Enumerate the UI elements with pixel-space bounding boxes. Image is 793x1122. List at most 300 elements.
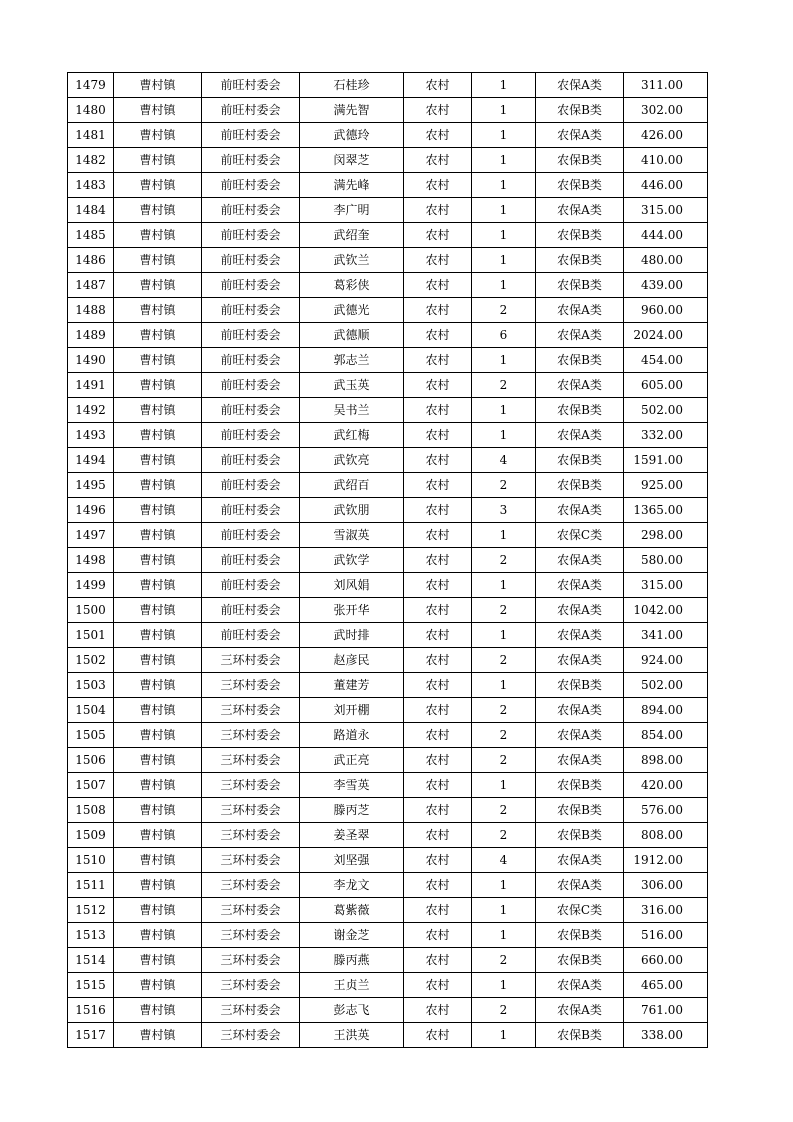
insurance-category-cell: 农保A类 bbox=[536, 848, 624, 873]
person-name-cell: 路道永 bbox=[300, 723, 404, 748]
village-committee-cell: 前旺村委会 bbox=[202, 598, 300, 623]
row-number-cell: 1495 bbox=[68, 473, 114, 498]
insurance-category-cell: 农保A类 bbox=[536, 873, 624, 898]
household-count-cell: 2 bbox=[472, 548, 536, 573]
table-row bbox=[68, 948, 708, 973]
town-cell: 曹村镇 bbox=[114, 448, 202, 473]
village-committee-cell: 前旺村委会 bbox=[202, 248, 300, 273]
table-row bbox=[68, 823, 708, 848]
town-cell: 曹村镇 bbox=[114, 198, 202, 223]
town-cell: 曹村镇 bbox=[114, 573, 202, 598]
row-number-cell: 1510 bbox=[68, 848, 114, 873]
household-count-cell: 2 bbox=[472, 948, 536, 973]
household-count-cell: 1 bbox=[472, 573, 536, 598]
table-row bbox=[68, 348, 708, 373]
town-cell: 曹村镇 bbox=[114, 848, 202, 873]
amount-cell: 808.00 bbox=[624, 823, 708, 848]
person-name-cell: 武红梅 bbox=[300, 423, 404, 448]
table-row bbox=[68, 723, 708, 748]
row-number-cell: 1505 bbox=[68, 723, 114, 748]
household-count-cell: 2 bbox=[472, 298, 536, 323]
amount-cell: 410.00 bbox=[624, 148, 708, 173]
row-number-cell: 1499 bbox=[68, 573, 114, 598]
amount-cell: 306.00 bbox=[624, 873, 708, 898]
insurance-category-cell: 农保A类 bbox=[536, 723, 624, 748]
area-type-cell: 农村 bbox=[404, 523, 472, 548]
town-cell: 曹村镇 bbox=[114, 248, 202, 273]
household-count-cell: 1 bbox=[472, 423, 536, 448]
village-committee-cell: 三环村委会 bbox=[202, 923, 300, 948]
village-committee-cell: 三环村委会 bbox=[202, 873, 300, 898]
row-number-cell: 1491 bbox=[68, 373, 114, 398]
household-count-cell: 2 bbox=[472, 798, 536, 823]
row-number-cell: 1482 bbox=[68, 148, 114, 173]
person-name-cell: 武德顺 bbox=[300, 323, 404, 348]
household-count-cell: 1 bbox=[472, 98, 536, 123]
town-cell: 曹村镇 bbox=[114, 773, 202, 798]
town-cell: 曹村镇 bbox=[114, 998, 202, 1023]
insurance-category-cell: 农保B类 bbox=[536, 673, 624, 698]
area-type-cell: 农村 bbox=[404, 898, 472, 923]
insurance-category-cell: 农保A类 bbox=[536, 373, 624, 398]
row-number-cell: 1514 bbox=[68, 948, 114, 973]
town-cell: 曹村镇 bbox=[114, 523, 202, 548]
amount-cell: 439.00 bbox=[624, 273, 708, 298]
town-cell: 曹村镇 bbox=[114, 923, 202, 948]
person-name-cell: 张开华 bbox=[300, 598, 404, 623]
amount-cell: 316.00 bbox=[624, 898, 708, 923]
village-committee-cell: 前旺村委会 bbox=[202, 73, 300, 98]
area-type-cell: 农村 bbox=[404, 373, 472, 398]
village-committee-cell: 前旺村委会 bbox=[202, 173, 300, 198]
row-number-cell: 1485 bbox=[68, 223, 114, 248]
town-cell: 曹村镇 bbox=[114, 598, 202, 623]
table-row bbox=[68, 923, 708, 948]
insurance-category-cell: 农保B类 bbox=[536, 273, 624, 298]
village-committee-cell: 前旺村委会 bbox=[202, 498, 300, 523]
village-committee-cell: 三环村委会 bbox=[202, 773, 300, 798]
household-count-cell: 1 bbox=[472, 873, 536, 898]
amount-cell: 298.00 bbox=[624, 523, 708, 548]
village-committee-cell: 三环村委会 bbox=[202, 1023, 300, 1048]
insurance-category-cell: 农保B类 bbox=[536, 98, 624, 123]
person-name-cell: 李广明 bbox=[300, 198, 404, 223]
amount-cell: 502.00 bbox=[624, 398, 708, 423]
household-count-cell: 1 bbox=[472, 73, 536, 98]
area-type-cell: 农村 bbox=[404, 723, 472, 748]
person-name-cell: 武正亮 bbox=[300, 748, 404, 773]
amount-cell: 580.00 bbox=[624, 548, 708, 573]
person-name-cell: 武绍奎 bbox=[300, 223, 404, 248]
person-name-cell: 王洪英 bbox=[300, 1023, 404, 1048]
row-number-cell: 1493 bbox=[68, 423, 114, 448]
village-committee-cell: 前旺村委会 bbox=[202, 123, 300, 148]
amount-cell: 480.00 bbox=[624, 248, 708, 273]
household-count-cell: 1 bbox=[472, 198, 536, 223]
table-row bbox=[68, 373, 708, 398]
town-cell: 曹村镇 bbox=[114, 1023, 202, 1048]
amount-cell: 1591.00 bbox=[624, 448, 708, 473]
row-number-cell: 1492 bbox=[68, 398, 114, 423]
table-row bbox=[68, 898, 708, 923]
amount-cell: 761.00 bbox=[624, 998, 708, 1023]
table-row bbox=[68, 473, 708, 498]
town-cell: 曹村镇 bbox=[114, 98, 202, 123]
insurance-category-cell: 农保A类 bbox=[536, 123, 624, 148]
benefit-roster-table bbox=[67, 72, 708, 1048]
insurance-category-cell: 农保B类 bbox=[536, 798, 624, 823]
insurance-category-cell: 农保A类 bbox=[536, 423, 624, 448]
table-row bbox=[68, 398, 708, 423]
table-row bbox=[68, 673, 708, 698]
insurance-category-cell: 农保B类 bbox=[536, 473, 624, 498]
row-number-cell: 1483 bbox=[68, 173, 114, 198]
insurance-category-cell: 农保B类 bbox=[536, 223, 624, 248]
household-count-cell: 1 bbox=[472, 148, 536, 173]
row-number-cell: 1489 bbox=[68, 323, 114, 348]
person-name-cell: 武钦学 bbox=[300, 548, 404, 573]
area-type-cell: 农村 bbox=[404, 923, 472, 948]
town-cell: 曹村镇 bbox=[114, 173, 202, 198]
table-row bbox=[68, 448, 708, 473]
row-number-cell: 1494 bbox=[68, 448, 114, 473]
household-count-cell: 2 bbox=[472, 648, 536, 673]
table-row bbox=[68, 698, 708, 723]
table-row bbox=[68, 548, 708, 573]
area-type-cell: 农村 bbox=[404, 98, 472, 123]
town-cell: 曹村镇 bbox=[114, 823, 202, 848]
village-committee-cell: 三环村委会 bbox=[202, 998, 300, 1023]
village-committee-cell: 前旺村委会 bbox=[202, 98, 300, 123]
insurance-category-cell: 农保B类 bbox=[536, 348, 624, 373]
village-committee-cell: 前旺村委会 bbox=[202, 323, 300, 348]
village-committee-cell: 三环村委会 bbox=[202, 798, 300, 823]
area-type-cell: 农村 bbox=[404, 748, 472, 773]
town-cell: 曹村镇 bbox=[114, 323, 202, 348]
household-count-cell: 1 bbox=[472, 223, 536, 248]
row-number-cell: 1480 bbox=[68, 98, 114, 123]
row-number-cell: 1500 bbox=[68, 598, 114, 623]
table-row bbox=[68, 648, 708, 673]
insurance-category-cell: 农保A类 bbox=[536, 73, 624, 98]
insurance-category-cell: 农保B类 bbox=[536, 773, 624, 798]
area-type-cell: 农村 bbox=[404, 873, 472, 898]
person-name-cell: 满先智 bbox=[300, 98, 404, 123]
row-number-cell: 1497 bbox=[68, 523, 114, 548]
person-name-cell: 滕丙芝 bbox=[300, 798, 404, 823]
row-number-cell: 1506 bbox=[68, 748, 114, 773]
person-name-cell: 吴书兰 bbox=[300, 398, 404, 423]
amount-cell: 960.00 bbox=[624, 298, 708, 323]
row-number-cell: 1513 bbox=[68, 923, 114, 948]
town-cell: 曹村镇 bbox=[114, 548, 202, 573]
town-cell: 曹村镇 bbox=[114, 698, 202, 723]
person-name-cell: 雪淑英 bbox=[300, 523, 404, 548]
area-type-cell: 农村 bbox=[404, 848, 472, 873]
person-name-cell: 葛彩侠 bbox=[300, 273, 404, 298]
area-type-cell: 农村 bbox=[404, 948, 472, 973]
household-count-cell: 2 bbox=[472, 598, 536, 623]
village-committee-cell: 三环村委会 bbox=[202, 698, 300, 723]
village-committee-cell: 三环村委会 bbox=[202, 973, 300, 998]
area-type-cell: 农村 bbox=[404, 973, 472, 998]
household-count-cell: 2 bbox=[472, 823, 536, 848]
household-count-cell: 1 bbox=[472, 623, 536, 648]
row-number-cell: 1508 bbox=[68, 798, 114, 823]
town-cell: 曹村镇 bbox=[114, 623, 202, 648]
village-committee-cell: 前旺村委会 bbox=[202, 548, 300, 573]
village-committee-cell: 三环村委会 bbox=[202, 648, 300, 673]
row-number-cell: 1517 bbox=[68, 1023, 114, 1048]
person-name-cell: 武时排 bbox=[300, 623, 404, 648]
table-row bbox=[68, 848, 708, 873]
town-cell: 曹村镇 bbox=[114, 298, 202, 323]
insurance-category-cell: 农保B类 bbox=[536, 1023, 624, 1048]
household-count-cell: 2 bbox=[472, 373, 536, 398]
row-number-cell: 1511 bbox=[68, 873, 114, 898]
table-row bbox=[68, 748, 708, 773]
area-type-cell: 农村 bbox=[404, 348, 472, 373]
village-committee-cell: 三环村委会 bbox=[202, 823, 300, 848]
village-committee-cell: 三环村委会 bbox=[202, 898, 300, 923]
town-cell: 曹村镇 bbox=[114, 748, 202, 773]
household-count-cell: 2 bbox=[472, 698, 536, 723]
insurance-category-cell: 农保A类 bbox=[536, 573, 624, 598]
area-type-cell: 农村 bbox=[404, 298, 472, 323]
area-type-cell: 农村 bbox=[404, 498, 472, 523]
amount-cell: 2024.00 bbox=[624, 323, 708, 348]
row-number-cell: 1504 bbox=[68, 698, 114, 723]
person-name-cell: 武德玲 bbox=[300, 123, 404, 148]
village-committee-cell: 三环村委会 bbox=[202, 723, 300, 748]
town-cell: 曹村镇 bbox=[114, 223, 202, 248]
insurance-category-cell: 农保A类 bbox=[536, 748, 624, 773]
insurance-category-cell: 农保A类 bbox=[536, 973, 624, 998]
town-cell: 曹村镇 bbox=[114, 73, 202, 98]
town-cell: 曹村镇 bbox=[114, 373, 202, 398]
person-name-cell: 武玉英 bbox=[300, 373, 404, 398]
village-committee-cell: 前旺村委会 bbox=[202, 473, 300, 498]
village-committee-cell: 三环村委会 bbox=[202, 948, 300, 973]
amount-cell: 315.00 bbox=[624, 198, 708, 223]
table-row bbox=[68, 998, 708, 1023]
village-committee-cell: 前旺村委会 bbox=[202, 573, 300, 598]
person-name-cell: 石桂珍 bbox=[300, 73, 404, 98]
row-number-cell: 1488 bbox=[68, 298, 114, 323]
person-name-cell: 董建芳 bbox=[300, 673, 404, 698]
amount-cell: 576.00 bbox=[624, 798, 708, 823]
town-cell: 曹村镇 bbox=[114, 348, 202, 373]
area-type-cell: 农村 bbox=[404, 798, 472, 823]
town-cell: 曹村镇 bbox=[114, 873, 202, 898]
person-name-cell: 刘开棚 bbox=[300, 698, 404, 723]
insurance-category-cell: 农保A类 bbox=[536, 548, 624, 573]
household-count-cell: 2 bbox=[472, 998, 536, 1023]
row-number-cell: 1512 bbox=[68, 898, 114, 923]
row-number-cell: 1487 bbox=[68, 273, 114, 298]
row-number-cell: 1509 bbox=[68, 823, 114, 848]
person-name-cell: 李龙文 bbox=[300, 873, 404, 898]
table-row bbox=[68, 123, 708, 148]
town-cell: 曹村镇 bbox=[114, 423, 202, 448]
table-row bbox=[68, 148, 708, 173]
amount-cell: 341.00 bbox=[624, 623, 708, 648]
person-name-cell: 谢金芝 bbox=[300, 923, 404, 948]
insurance-category-cell: 农保A类 bbox=[536, 598, 624, 623]
row-number-cell: 1486 bbox=[68, 248, 114, 273]
area-type-cell: 农村 bbox=[404, 123, 472, 148]
area-type-cell: 农村 bbox=[404, 148, 472, 173]
village-committee-cell: 前旺村委会 bbox=[202, 198, 300, 223]
table-row bbox=[68, 873, 708, 898]
village-committee-cell: 前旺村委会 bbox=[202, 223, 300, 248]
household-count-cell: 1 bbox=[472, 273, 536, 298]
table-row bbox=[68, 498, 708, 523]
person-name-cell: 葛紫薇 bbox=[300, 898, 404, 923]
person-name-cell: 武钦亮 bbox=[300, 448, 404, 473]
person-name-cell: 满先峰 bbox=[300, 173, 404, 198]
table-row bbox=[68, 773, 708, 798]
household-count-cell: 1 bbox=[472, 248, 536, 273]
household-count-cell: 1 bbox=[472, 898, 536, 923]
household-count-cell: 2 bbox=[472, 748, 536, 773]
table-row bbox=[68, 173, 708, 198]
insurance-category-cell: 农保A类 bbox=[536, 323, 624, 348]
amount-cell: 898.00 bbox=[624, 748, 708, 773]
amount-cell: 854.00 bbox=[624, 723, 708, 748]
person-name-cell: 郭志兰 bbox=[300, 348, 404, 373]
village-committee-cell: 前旺村委会 bbox=[202, 273, 300, 298]
area-type-cell: 农村 bbox=[404, 273, 472, 298]
person-name-cell: 刘坚强 bbox=[300, 848, 404, 873]
area-type-cell: 农村 bbox=[404, 198, 472, 223]
household-count-cell: 2 bbox=[472, 723, 536, 748]
area-type-cell: 农村 bbox=[404, 698, 472, 723]
row-number-cell: 1503 bbox=[68, 673, 114, 698]
person-name-cell: 王贞兰 bbox=[300, 973, 404, 998]
row-number-cell: 1490 bbox=[68, 348, 114, 373]
village-committee-cell: 三环村委会 bbox=[202, 848, 300, 873]
area-type-cell: 农村 bbox=[404, 573, 472, 598]
town-cell: 曹村镇 bbox=[114, 948, 202, 973]
area-type-cell: 农村 bbox=[404, 598, 472, 623]
amount-cell: 1912.00 bbox=[624, 848, 708, 873]
amount-cell: 338.00 bbox=[624, 1023, 708, 1048]
area-type-cell: 农村 bbox=[404, 398, 472, 423]
area-type-cell: 农村 bbox=[404, 998, 472, 1023]
amount-cell: 426.00 bbox=[624, 123, 708, 148]
amount-cell: 420.00 bbox=[624, 773, 708, 798]
area-type-cell: 农村 bbox=[404, 173, 472, 198]
amount-cell: 332.00 bbox=[624, 423, 708, 448]
insurance-category-cell: 农保A类 bbox=[536, 198, 624, 223]
table-row bbox=[68, 973, 708, 998]
insurance-category-cell: 农保B类 bbox=[536, 248, 624, 273]
row-number-cell: 1481 bbox=[68, 123, 114, 148]
amount-cell: 660.00 bbox=[624, 948, 708, 973]
household-count-cell: 2 bbox=[472, 473, 536, 498]
town-cell: 曹村镇 bbox=[114, 498, 202, 523]
amount-cell: 1042.00 bbox=[624, 598, 708, 623]
table-row bbox=[68, 73, 708, 98]
table-row bbox=[68, 98, 708, 123]
village-committee-cell: 前旺村委会 bbox=[202, 398, 300, 423]
area-type-cell: 农村 bbox=[404, 448, 472, 473]
table-row bbox=[68, 223, 708, 248]
amount-cell: 894.00 bbox=[624, 698, 708, 723]
area-type-cell: 农村 bbox=[404, 773, 472, 798]
household-count-cell: 1 bbox=[472, 973, 536, 998]
insurance-category-cell: 农保C类 bbox=[536, 523, 624, 548]
area-type-cell: 农村 bbox=[404, 473, 472, 498]
amount-cell: 925.00 bbox=[624, 473, 708, 498]
village-committee-cell: 三环村委会 bbox=[202, 748, 300, 773]
table-row bbox=[68, 248, 708, 273]
town-cell: 曹村镇 bbox=[114, 673, 202, 698]
amount-cell: 315.00 bbox=[624, 573, 708, 598]
insurance-category-cell: 农保B类 bbox=[536, 948, 624, 973]
household-count-cell: 1 bbox=[472, 348, 536, 373]
person-name-cell: 彭志飞 bbox=[300, 998, 404, 1023]
town-cell: 曹村镇 bbox=[114, 898, 202, 923]
amount-cell: 924.00 bbox=[624, 648, 708, 673]
village-committee-cell: 前旺村委会 bbox=[202, 148, 300, 173]
table-row bbox=[68, 298, 708, 323]
amount-cell: 446.00 bbox=[624, 173, 708, 198]
row-number-cell: 1484 bbox=[68, 198, 114, 223]
household-count-cell: 4 bbox=[472, 448, 536, 473]
insurance-category-cell: 农保A类 bbox=[536, 498, 624, 523]
insurance-category-cell: 农保B类 bbox=[536, 398, 624, 423]
area-type-cell: 农村 bbox=[404, 223, 472, 248]
amount-cell: 605.00 bbox=[624, 373, 708, 398]
amount-cell: 502.00 bbox=[624, 673, 708, 698]
town-cell: 曹村镇 bbox=[114, 798, 202, 823]
row-number-cell: 1501 bbox=[68, 623, 114, 648]
table-body bbox=[68, 73, 708, 1048]
area-type-cell: 农村 bbox=[404, 323, 472, 348]
person-name-cell: 武钦朋 bbox=[300, 498, 404, 523]
area-type-cell: 农村 bbox=[404, 73, 472, 98]
household-count-cell: 1 bbox=[472, 673, 536, 698]
household-count-cell: 1 bbox=[472, 1023, 536, 1048]
insurance-category-cell: 农保B类 bbox=[536, 173, 624, 198]
row-number-cell: 1496 bbox=[68, 498, 114, 523]
amount-cell: 1365.00 bbox=[624, 498, 708, 523]
household-count-cell: 3 bbox=[472, 498, 536, 523]
insurance-category-cell: 农保B类 bbox=[536, 923, 624, 948]
table-row bbox=[68, 1023, 708, 1048]
village-committee-cell: 前旺村委会 bbox=[202, 423, 300, 448]
person-name-cell: 武德光 bbox=[300, 298, 404, 323]
insurance-category-cell: 农保A类 bbox=[536, 298, 624, 323]
town-cell: 曹村镇 bbox=[114, 973, 202, 998]
insurance-category-cell: 农保A类 bbox=[536, 648, 624, 673]
household-count-cell: 1 bbox=[472, 923, 536, 948]
insurance-category-cell: 农保A类 bbox=[536, 698, 624, 723]
table-row bbox=[68, 323, 708, 348]
insurance-category-cell: 农保C类 bbox=[536, 898, 624, 923]
insurance-category-cell: 农保A类 bbox=[536, 998, 624, 1023]
table-row bbox=[68, 523, 708, 548]
amount-cell: 302.00 bbox=[624, 98, 708, 123]
row-number-cell: 1516 bbox=[68, 998, 114, 1023]
person-name-cell: 武钦兰 bbox=[300, 248, 404, 273]
amount-cell: 516.00 bbox=[624, 923, 708, 948]
person-name-cell: 李雪英 bbox=[300, 773, 404, 798]
row-number-cell: 1498 bbox=[68, 548, 114, 573]
area-type-cell: 农村 bbox=[404, 1023, 472, 1048]
